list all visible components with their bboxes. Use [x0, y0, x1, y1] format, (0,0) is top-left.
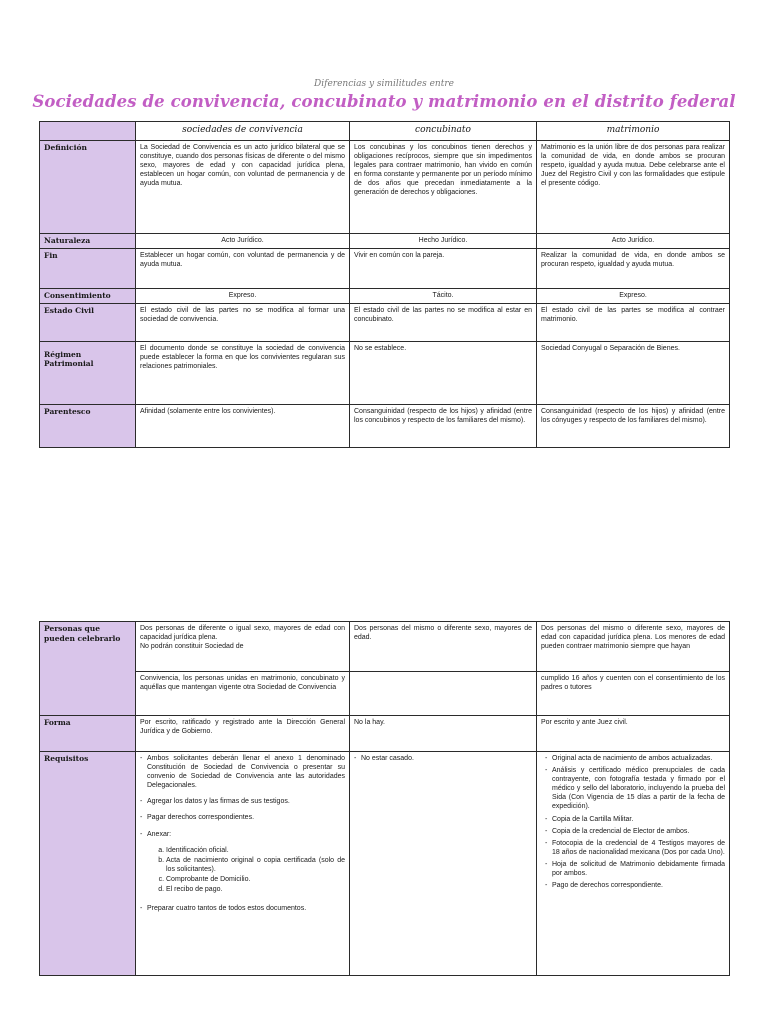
cell-regimen-sociedades: El documento donde se constituye la sociedad de convivencia puede establecer la forma en que los convivientes regularan sus relaciones patrimoniales. — [136, 341, 350, 404]
cell-personas-concubinato: Dos personas del mismo o diferente sexo, mayores de edad. — [350, 622, 537, 672]
list-item: - Pago de derechos correspondiente. — [545, 881, 725, 890]
list-item: - Copia de la credencial de Elector de ambos. — [545, 827, 725, 836]
document-title: Sociedades de convivencia, concubinato y matrimonio en el distrito federal — [32, 92, 736, 111]
cell-personas-sociedades-text-a: Dos personas de diferente o igual sexo, mayores de edad con capacidad jurídica plena. — [140, 625, 345, 642]
cell-regimen-matrimonio: Sociedad Conyugal o Separación de Bienes. — [537, 341, 730, 404]
cell-consentimiento-matrimonio: Expreso. — [537, 288, 730, 303]
row-label-parentesco: Parentesco — [40, 404, 136, 447]
cell-definicion-matrimonio: Matrimonio es la unión libre de dos personas para realizar la comunidad de vida, en donde ambos se procuran respeto, igualdad y ayuda mutua. Debe celebrarse ante el Juez del Registro Civil y con las formalidades que estipule el presente código. — [537, 141, 730, 234]
cell-estado-civil-matrimonio: El estado civil de las partes se modifica al contraer matrimonio. — [537, 303, 730, 341]
column-header-concubinato: concubinato — [350, 122, 537, 141]
row-label-definicion: Definición — [40, 141, 136, 234]
row-label-consentimiento: Consentimiento — [40, 288, 136, 303]
list-item: b. Acta de nacimiento original o copia certificada (solo de los solicitantes). — [166, 856, 345, 874]
header-corner-cell — [40, 122, 136, 141]
row-definicion — [40, 141, 730, 234]
cell-definicion-concubinato: Los concubinas y los concubinos tienen derechos y obligaciones recíprocos, siempre que sin impedimentos legales para contraer matrimonio, han vivido en común en forma constante y permanente por un período mínimo de dos años que precedan inmediatamente a la generación de derechos y obligaciones. — [350, 141, 537, 234]
list-item: - Fotocopia de la credencial de 4 Testigos mayores de 18 años de nacionalidad mexicana (Dos por cada Uno). — [545, 839, 725, 857]
list-item: - Original acta de nacimiento de ambos actualizadas. — [545, 754, 725, 763]
row-label-regimen-patrimonial — [40, 341, 136, 404]
list-item: - Anexar: — [140, 830, 345, 839]
cell-naturaleza-matrimonio: Acto Jurídico. — [537, 234, 730, 249]
cell-naturaleza-concubinato: Hecho Jurídico. — [350, 234, 537, 249]
row-label-forma: Forma — [40, 716, 136, 752]
row-fin — [40, 248, 730, 288]
cell-personas-sociedades — [136, 622, 350, 672]
cell-requisitos-concubinato — [350, 752, 537, 976]
cell-fin-concubinato: Vivir en común con la pareja. — [350, 248, 537, 288]
cell-personas-matrimonio: Dos personas del mismo o diferente sexo, mayores de edad con capacidad jurídica plena. Los menores de edad pueden contraer matrimonio siempre que hayan — [537, 622, 730, 672]
row-naturaleza — [40, 234, 730, 249]
list-item: d. El recibo de pago. — [166, 885, 345, 894]
list-item: - No estar casado. — [354, 754, 532, 763]
cell-forma-sociedades: Por escrito, ratificado y registrado ante la Dirección General Jurídica y de Gobierno. — [136, 716, 350, 752]
cell-estado-civil-concubinato: El estado civil de las partes no se modifica al estar en concubinato. — [350, 303, 537, 341]
cell-consentimiento-concubinato: Tácito. — [350, 288, 537, 303]
cell-requisitos-matrimonio — [537, 752, 730, 976]
row-personas-continued — [40, 672, 730, 716]
row-label-personas: Personas que pueden celebrarlo — [40, 622, 136, 716]
row-requisitos — [40, 752, 730, 976]
row-label-regimen-text: Régimen Patrimonial — [44, 349, 94, 369]
cell-personas-concubinato-cont — [350, 672, 537, 716]
column-header-matrimonio: matrimonio — [537, 122, 730, 141]
cell-parentesco-sociedades: Afinidad (solamente entre los convivientes). — [136, 404, 350, 447]
list-item: - Copia de la Cartilla Militar. — [545, 815, 725, 824]
list-item: - Análisis y certificado médico prenupciales de cada contrayente, con fotografía testada y firmado por el médico y sello del laboratorio, incluyendo la prueba del Sida (Con Vigencia de 15 días a partir de la fecha de expedición). — [545, 766, 725, 811]
list-item: a. Identificación oficial. — [166, 846, 345, 855]
requisitos-concubinato-list — [354, 754, 532, 763]
list-item: - Pagar derechos correspondientes. — [140, 813, 345, 822]
cell-personas-sociedades-text-b: No podrán constituir Sociedad de — [140, 643, 244, 651]
header-row — [40, 122, 730, 141]
cell-regimen-concubinato: No se establece. — [350, 341, 537, 404]
cell-forma-matrimonio: Por escrito y ante Juez civil. — [537, 716, 730, 752]
column-header-sociedades: sociedades de convivencia — [136, 122, 350, 141]
cell-requisitos-sociedades — [136, 752, 350, 976]
row-forma — [40, 716, 730, 752]
requisitos-matrimonio-list — [541, 754, 725, 890]
list-item: c. Comprobante de Domicilio. — [166, 875, 345, 884]
cell-fin-sociedades: Establecer un hogar común, con voluntad de permanencia y de ayuda mutua. — [136, 248, 350, 288]
row-parentesco — [40, 404, 730, 447]
document-subtitle: Diferencias y similitudes entre — [314, 79, 454, 89]
cell-personas-matrimonio-cont: cumplido 16 años y cuenten con el consentimiento de los padres o tutores — [537, 672, 730, 716]
cell-estado-civil-sociedades: El estado civil de las partes no se modifica al formar una sociedad de convivencia. — [136, 303, 350, 341]
comparison-table-2 — [39, 621, 730, 976]
cell-personas-sociedades-cont: Convivencia, los personas unidas en matrimonio, concubinato y aquéllas que mantengan vigente otra Sociedad de Convivencia — [136, 672, 350, 716]
cell-forma-concubinato: No la hay. — [350, 716, 537, 752]
row-label-naturaleza: Naturaleza — [40, 234, 136, 249]
row-personas — [40, 622, 730, 672]
cell-parentesco-matrimonio: Consanguinidad (respecto de los hijos) y afinidad (entre los cónyuges y respecto de los familiares del mismo). — [537, 404, 730, 447]
list-item: - Preparar cuatro tantos de todos estos documentos. — [140, 904, 345, 913]
cell-consentimiento-sociedades: Expreso. — [136, 288, 350, 303]
row-regimen-patrimonial — [40, 341, 730, 404]
cell-naturaleza-sociedades: Acto Jurídico. — [136, 234, 350, 249]
cell-fin-matrimonio: Realizar la comunidad de vida, en donde ambos se procuran respeto, igualdad y ayuda mutua. — [537, 248, 730, 288]
row-consentimiento — [40, 288, 730, 303]
cell-parentesco-concubinato: Consanguinidad (respecto de los hijos) y afinidad (entre los concubinos y respecto de los familiares del mismo). — [350, 404, 537, 447]
row-estado-civil — [40, 303, 730, 341]
list-item: - Agregar los datos y las firmas de sus testigos. — [140, 797, 345, 806]
requisitos-sociedades-final-list — [140, 904, 345, 913]
row-label-requisitos: Requisitos — [40, 752, 136, 976]
cell-definicion-sociedades: La Sociedad de Convivencia es un acto jurídico bilateral que se constituye, cuando dos personas físicas de diferente o del mismo sexo, mayores de edad y con capacidad jurídica plena, establecen un hogar común, con voluntad de permanencia y de ayuda mutua. — [136, 141, 350, 234]
requisitos-sociedades-list — [140, 754, 345, 839]
requisitos-anexo-list — [140, 846, 345, 894]
list-item: - Ambos solicitantes deberán llenar el anexo 1 denominado Constitución de Sociedad de Convivencia o presentar su convenio de Sociedad de Convivencia ante las autoridades Delegacionales. — [140, 754, 345, 790]
comparison-table-1 — [39, 121, 730, 448]
list-item: - Hoja de solicitud de Matrimonio debidamente firmada por ambos. — [545, 860, 725, 878]
row-label-fin: Fin — [40, 248, 136, 288]
row-label-estado-civil: Estado Civil — [40, 303, 136, 341]
